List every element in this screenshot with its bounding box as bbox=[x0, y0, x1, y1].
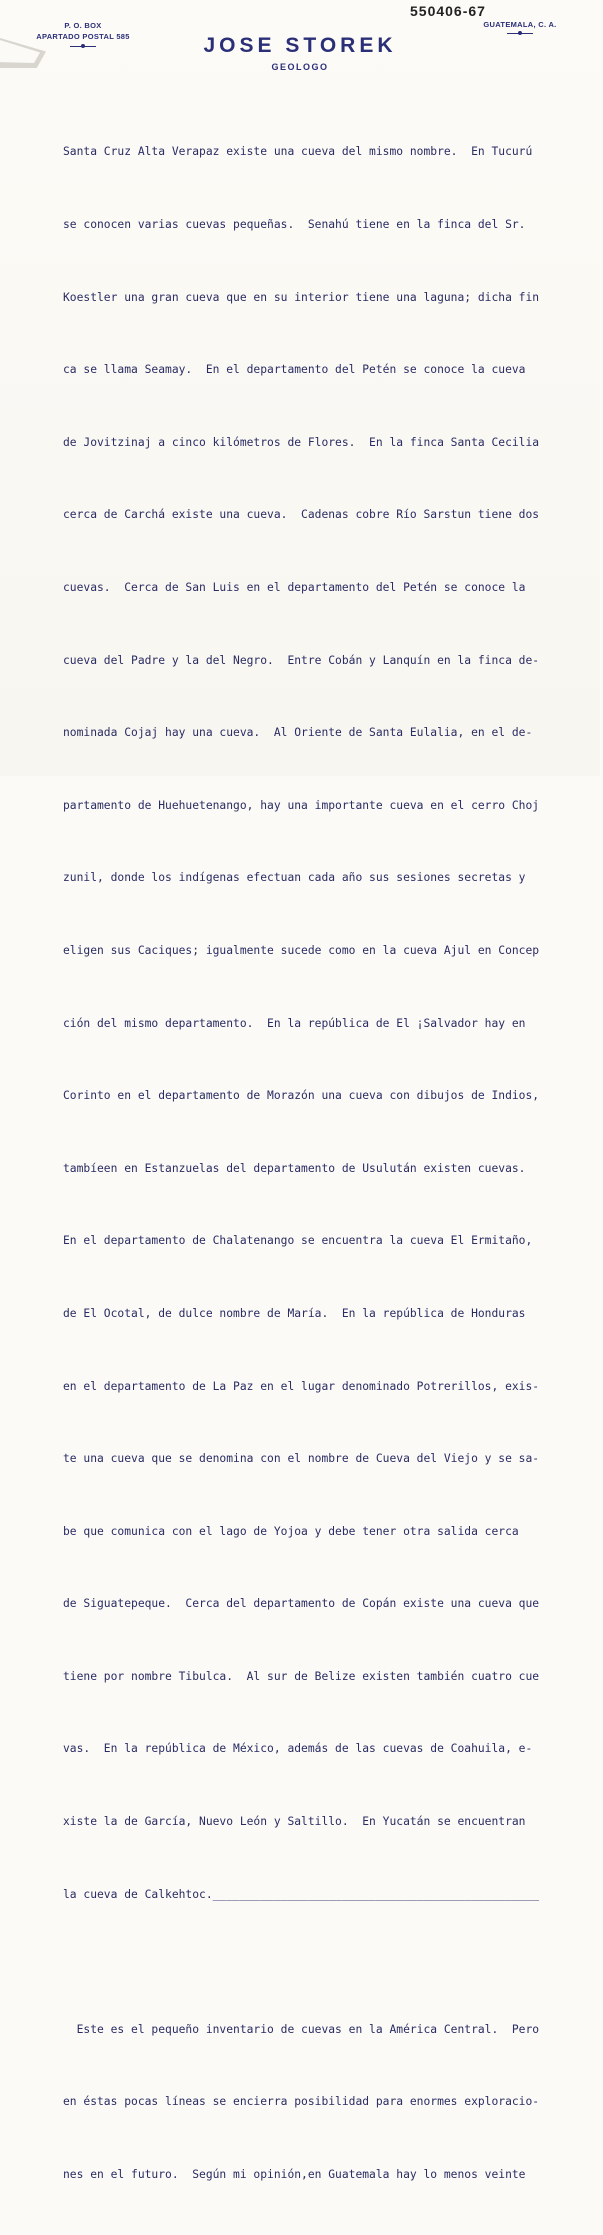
text-line: Santa Cruz Alta Verapaz existe una cueva del mismo nombre. En Tucurú bbox=[63, 145, 533, 159]
text-line: de Jovitzinaj a cinco kilómetros de Flores. En la finca Santa Cecilia bbox=[63, 435, 540, 449]
text-line: nes en el futuro. Según mi opinión,en Guatemala hay lo menos veinte bbox=[63, 2167, 526, 2181]
text-line: Koestler una gran cueva que en su interior tiene una laguna; dicha fin bbox=[63, 290, 540, 304]
text-line: xiste la de García, Nuevo León y Saltillo. En Yucatán se encuentran bbox=[63, 1815, 526, 1829]
letterhead-name: JOSE STOREK bbox=[203, 34, 397, 57]
text-line: cueva del Padre y la del Negro. Entre Cobán y Lanquín en la finca de- bbox=[63, 653, 540, 667]
text-line: la cueva de Calkehtoc.________________________________________________ bbox=[63, 1887, 540, 1901]
paragraph-gap bbox=[63, 1955, 603, 1969]
text-line: ción del mismo departamento. En la república de El ¡Salvador hay en bbox=[63, 1016, 526, 1030]
text-line: te una cueva que se denomina con el nombre de Cueva del Viejo y se sa- bbox=[63, 1452, 540, 1466]
text-line: tambíeen en Estanzuelas del departamento de Usulután existen cuevas. bbox=[63, 1161, 526, 1175]
text-line: nominada Cojaj hay una cueva. Al Oriente de Santa Eulalia, en el de- bbox=[63, 726, 533, 740]
text-line: de Siguatepeque. Cerca del departamento de Copán existe una cueva que bbox=[63, 1597, 540, 1611]
po-box-line2: APARTADO POSTAL 585 bbox=[36, 32, 130, 41]
text-line: zunil, donde los indígenas efectuan cada año sus sesiones secretas y bbox=[63, 871, 526, 885]
text-line: de El Ocotal, de dulce nombre de María. En la república de Honduras bbox=[63, 1306, 526, 1320]
text-line: vas. En la república de México, además de las cuevas de Coahuila, e- bbox=[63, 1742, 533, 1756]
letterhead-title: GEOLOGO bbox=[271, 62, 329, 72]
text-line: eligen sus Caciques; igualmente sucede como en la cueva Ajul en Concep bbox=[63, 943, 540, 957]
text-line: en éstas pocas líneas se encierra posibilidad para enormes exploracio- bbox=[63, 2095, 540, 2109]
text-line: cuevas. Cerca de San Luis en el departamento del Petén se conoce la bbox=[63, 580, 526, 594]
text-line: En el departamento de Chalatenango se encuentra la cueva El Ermitaño, bbox=[63, 1234, 533, 1248]
text-line: se conocen varias cuevas pequeñas. Senahú tiene en la finca del Sr. bbox=[63, 218, 526, 231]
text-line: cerca de Carchá existe una cueva. Cadenas cobre Río Sarstun tiene dos bbox=[63, 508, 540, 522]
text-line: ca se llama Seamay. En el departamento del Petén se conoce la cueva bbox=[63, 363, 526, 377]
text-line: be que comunica con el lago de Yojoa y debe tener otra salida cerca bbox=[63, 1524, 519, 1538]
text-line: Este es el pequeño inventario de cuevas en la América Central. Pero bbox=[63, 2022, 540, 2036]
location-block bbox=[470, 20, 570, 34]
text-line: partamento de Huehuetenango, hay una importante cueva en el cerro Choj bbox=[63, 798, 540, 812]
document-number: 550406-67 bbox=[410, 3, 486, 19]
letter-body bbox=[63, 92, 603, 2235]
po-box-line1: P. O. BOX bbox=[64, 21, 102, 30]
text-line: tiene por nombre Tibulca. Al sur de Belize existen también cuatro cue bbox=[63, 1669, 540, 1683]
text-line: en el departamento de La Paz en el lugar denominado Potrerillos, exis- bbox=[63, 1379, 540, 1393]
location-text: GUATEMALA, C. A. bbox=[483, 20, 557, 29]
text-line: Corinto en el departamento de Morazón una cueva con dibujos de Indios, bbox=[63, 1089, 540, 1103]
